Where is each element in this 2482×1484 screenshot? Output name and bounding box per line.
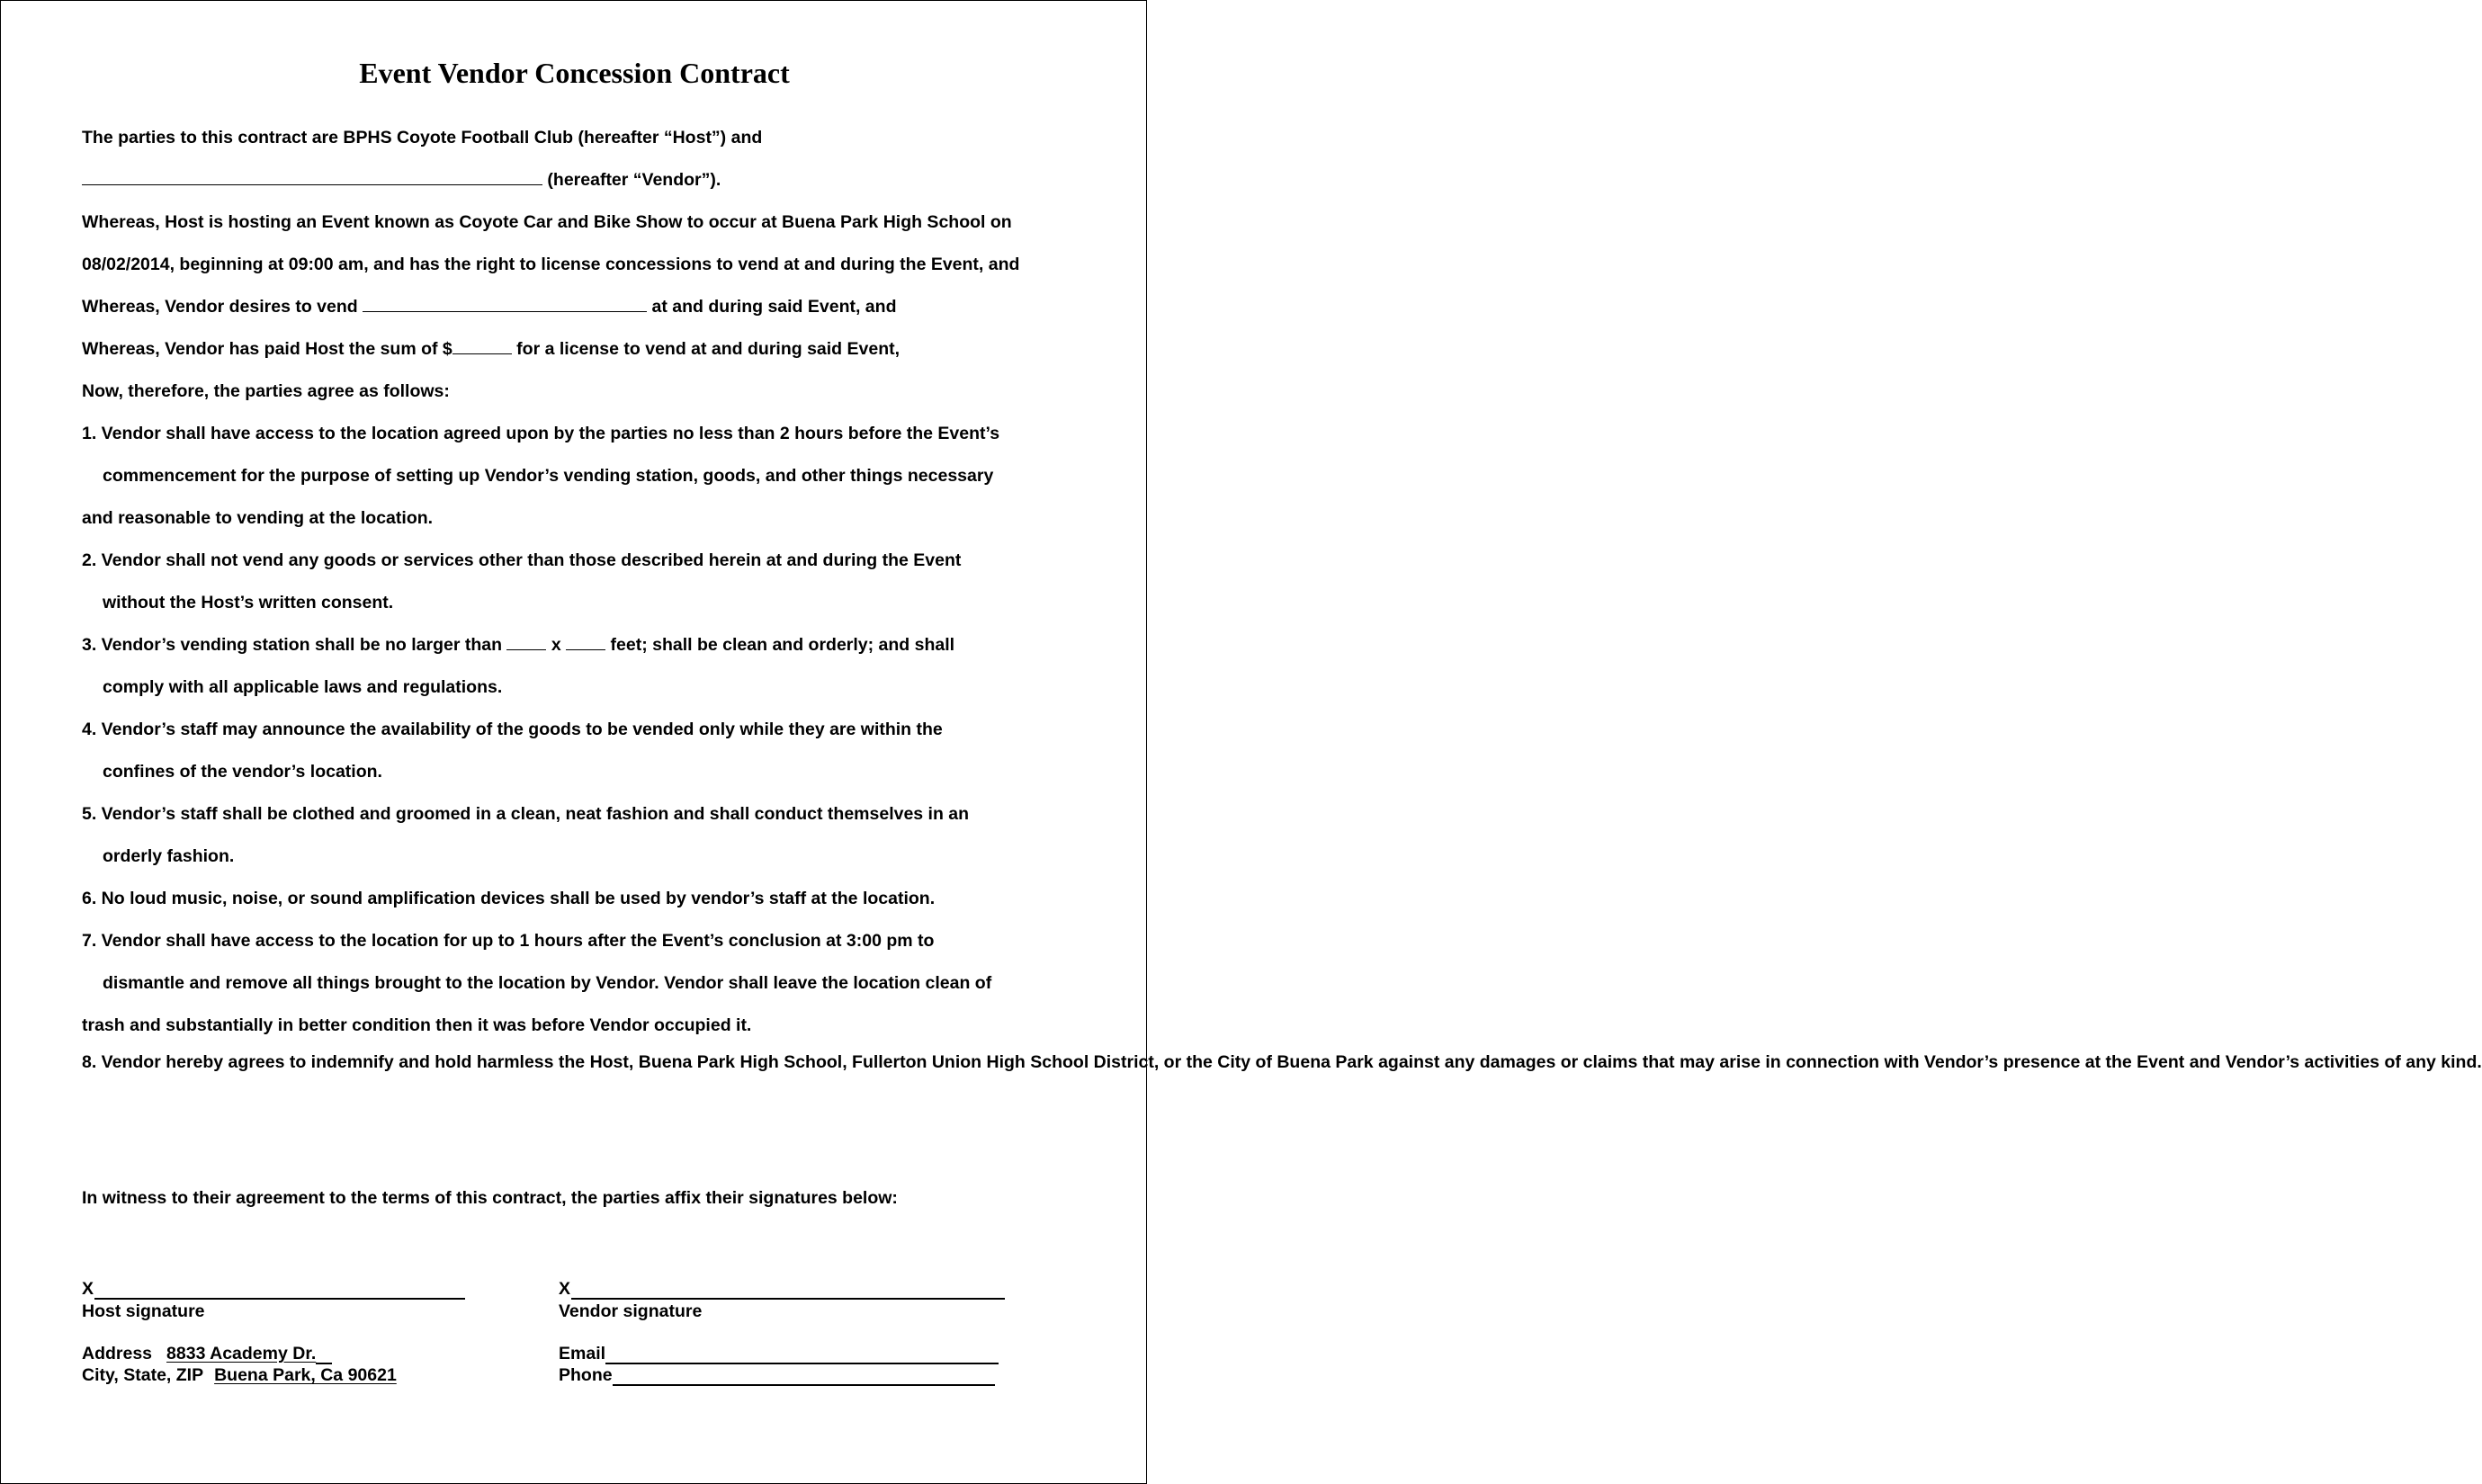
term-3-line-b	[82, 676, 1089, 719]
host-city-value: Buena Park, Ca 90621	[214, 1365, 397, 1385]
fee-amount-blank[interactable]	[452, 338, 512, 354]
vendor-name-line	[82, 169, 1089, 211]
whereas-vend-text: Whereas, Vendor desires to vend	[82, 297, 363, 317]
witness-statement: In witness to their agreement to the terms of this contract, the parties affix their signatures below:	[82, 1188, 898, 1208]
term-6-line	[82, 888, 1089, 930]
vendor-phone-label: Phone	[559, 1365, 613, 1385]
host-x-mark: X	[82, 1279, 94, 1299]
intro-line	[82, 127, 1089, 169]
host-signature-block	[82, 1276, 465, 1386]
station-length-blank[interactable]	[566, 634, 605, 650]
whereas-vend-suffix: at and during said Event, and	[647, 297, 897, 317]
term-1-line-b	[82, 465, 1089, 507]
whereas-event-text: Whereas, Host is hosting an Event known as Coyote Car and Bike Show to occur at Buena Park High School on	[82, 212, 1012, 232]
vendor-signature-rule	[571, 1280, 1005, 1300]
term-3-line-a	[82, 634, 1089, 676]
term-2-line-b	[82, 592, 1089, 634]
host-address-label: Address	[82, 1344, 153, 1363]
contract-body	[82, 127, 2482, 1088]
host-signature-rule	[94, 1280, 465, 1300]
term-7-line-a	[82, 930, 1089, 972]
term-1-line-c	[82, 507, 1089, 550]
goods-blank[interactable]	[363, 296, 647, 312]
whereas-date-line	[82, 254, 1089, 296]
term-1-line-a	[82, 423, 1089, 465]
whereas-paid-suffix: for a license to vend at and during said Event,	[511, 339, 901, 359]
term-1-text-b: commencement for the purpose of setting up Vendor’s vending station, goods, and other things necessary	[103, 466, 994, 486]
intro-text: The parties to this contract are BPHS Coyote Football Club (hereafter “Host”) and	[82, 128, 763, 148]
vendor-signature-line[interactable]	[559, 1276, 1005, 1300]
host-city-row	[82, 1364, 465, 1386]
station-width-blank[interactable]	[506, 634, 546, 650]
term-7-text-a: 7. Vendor shall have access to the location for up to 1 hours after the Event’s conclusion at 3:00 pm to	[82, 931, 935, 951]
term-7-text-b: dismantle and remove all things brought to the location by Vendor. Vendor shall leave the location clean of	[103, 973, 992, 993]
whereas-vend-line	[82, 296, 1089, 338]
page-title: Event Vendor Concession Contract	[359, 57, 790, 89]
host-address-row	[82, 1343, 465, 1364]
vendor-signature-label: Vendor signature	[559, 1301, 703, 1321]
term-7-line-b	[82, 972, 1089, 1015]
whereas-paid-text: Whereas, Vendor has paid Host the sum of $	[82, 339, 452, 359]
host-address-rule	[316, 1346, 332, 1364]
term-1-text-c: and reasonable to vending at the location.	[82, 508, 434, 528]
term-5-text-b: orderly fashion.	[103, 846, 235, 866]
vendor-email-row[interactable]	[559, 1343, 1005, 1364]
term-4-text-b: confines of the vendor’s location.	[103, 762, 382, 782]
term-4-text-a: 4. Vendor’s staff may announce the availability of the goods to be vended only while they are within the	[82, 720, 943, 739]
term-2-text-b: without the Host’s written consent.	[103, 593, 394, 612]
term-8-paragraph: 8. Vendor hereby agrees to indemnify and hold harmless the Host, Buena Park High School, Fullerton Union High School District, or the City of Buena Park against any damages or claims that may arise in connection with Vendor’s presence at the Event and Vendor’s activities of any kind.	[82, 1052, 2482, 1072]
term-5-line-a	[82, 803, 1089, 845]
vendor-definition-text: (hereafter “Vendor”).	[542, 170, 721, 190]
vendor-email-rule[interactable]	[605, 1346, 999, 1364]
term-5-line-b	[82, 845, 1089, 888]
term-3-text-b: comply with all applicable laws and regulations.	[103, 677, 503, 697]
term-5-text-a: 5. Vendor’s staff shall be clothed and groomed in a clean, neat fashion and shall conduct themselves in an	[82, 804, 970, 824]
vendor-email-label: Email	[559, 1344, 606, 1363]
host-signature-label: Host signature	[82, 1301, 205, 1321]
vendor-phone-rule[interactable]	[613, 1368, 995, 1386]
whereas-paid-line	[82, 338, 1089, 380]
term-2-text-a: 2. Vendor shall not vend any goods or services other than those described herein at and during the Event	[82, 550, 962, 570]
term-3-x-text: x	[546, 635, 567, 655]
host-city-label: City, State, ZIP	[82, 1365, 204, 1385]
term-3-text-suffix: feet; shall be clean and orderly; and shall	[605, 635, 955, 655]
now-therefore-line	[82, 380, 1089, 423]
host-signature-line[interactable]	[82, 1276, 465, 1300]
vendor-signature-block	[559, 1276, 1005, 1386]
whereas-date-text: 08/02/2014, beginning at 09:00 am, and has the right to license concessions to vend at and during the Event, and	[82, 255, 1020, 274]
vendor-name-blank[interactable]	[82, 169, 542, 185]
term-3-text-prefix: 3. Vendor’s vending station shall be no larger than	[82, 635, 507, 655]
now-therefore-text: Now, therefore, the parties agree as follows:	[82, 381, 450, 401]
term-4-line-b	[82, 761, 1089, 803]
vendor-x-mark: X	[559, 1279, 571, 1299]
term-4-line-a	[82, 719, 1089, 761]
term-6-text: 6. No loud music, noise, or sound amplification devices shall be used by vendor’s staff at the location.	[82, 889, 936, 908]
whereas-event-line	[82, 211, 1089, 254]
vendor-phone-row[interactable]	[559, 1364, 1005, 1386]
term-2-line-a	[82, 550, 1089, 592]
term-7-text-c: trash and substantially in better condition then it was before Vendor occupied it.	[82, 1015, 752, 1035]
term-1-text-a: 1. Vendor shall have access to the location agreed upon by the parties no less than 2 hours before the Event’s	[82, 424, 1000, 443]
host-address-value: 8833 Academy Dr.	[166, 1344, 317, 1363]
